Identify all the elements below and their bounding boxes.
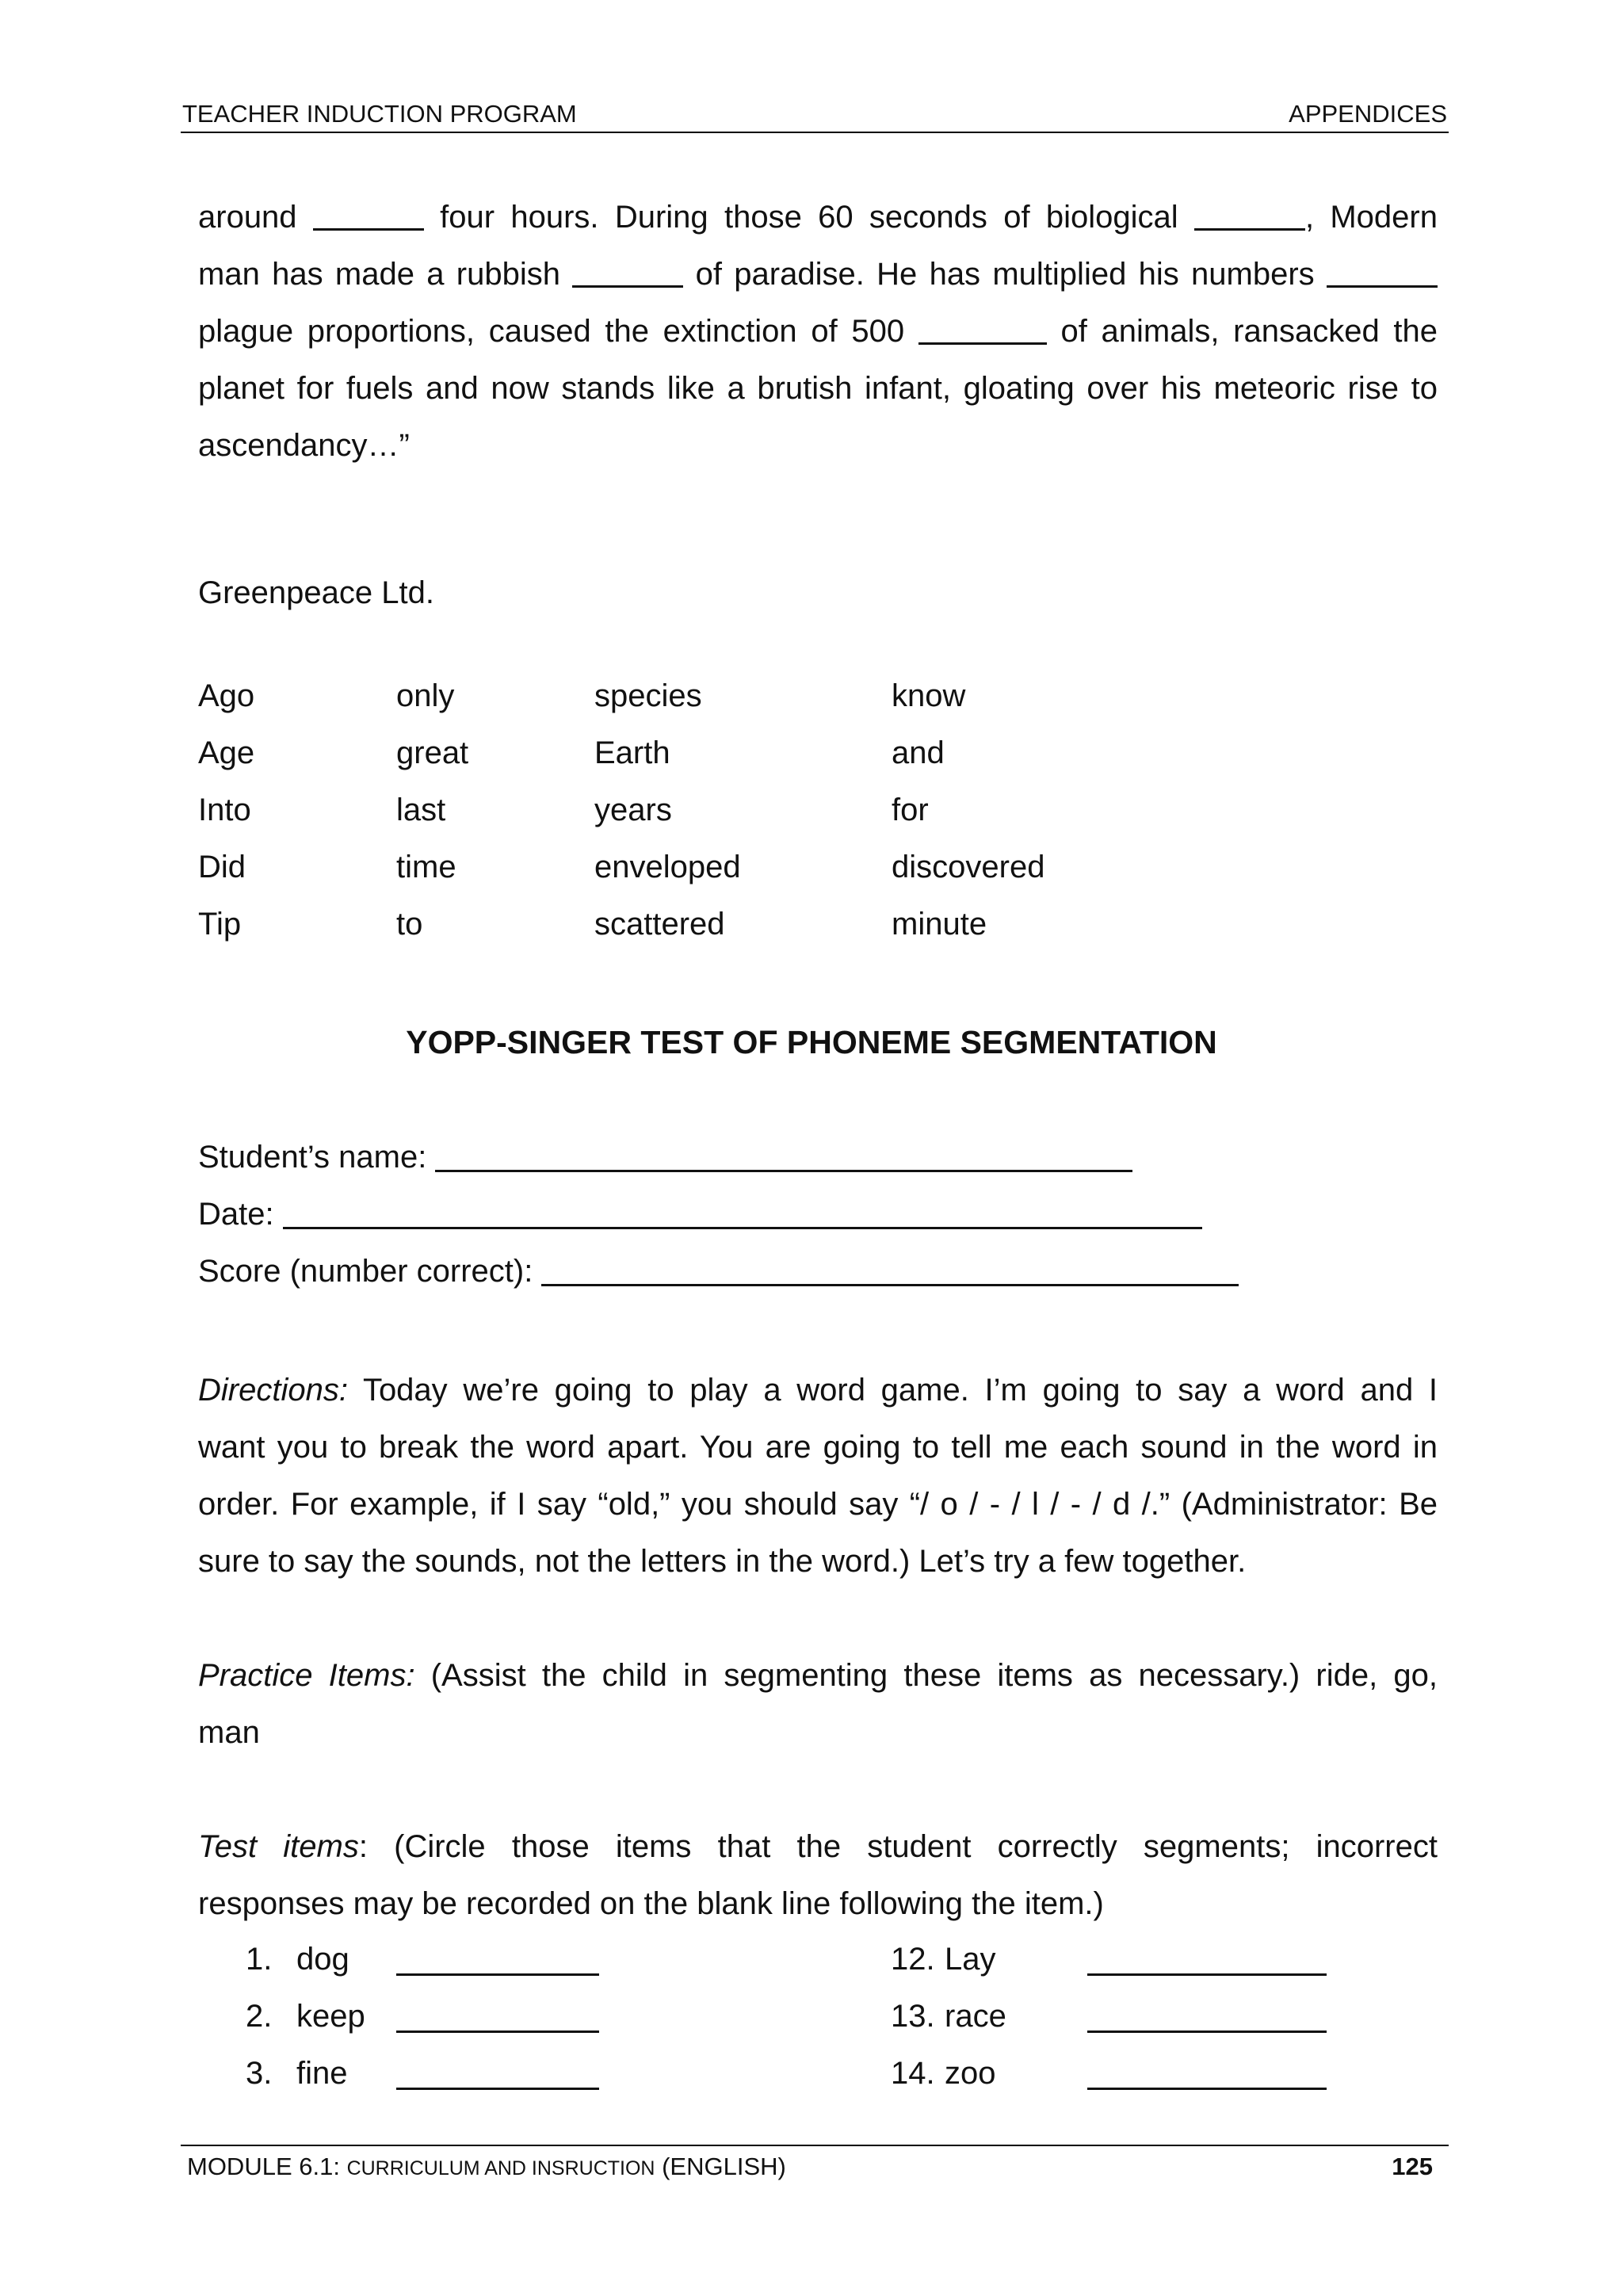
passage-line-4: planet for fuels and now stands like a brutish infant, gloating over his meteoric rise to <box>198 371 1438 406</box>
date-line <box>283 1195 1202 1229</box>
word: to <box>396 907 423 942</box>
passage-line-5: ascendancy…” <box>198 428 410 463</box>
test-intro-line-2: responses may be recorded on the blank line following the item.) <box>198 1886 1104 1921</box>
passage-source: Greenpeace Ltd. <box>198 575 434 610</box>
header-program: TEACHER INDUCTION PROGRAM <box>182 100 577 128</box>
test-intro-line-1: Test items: (Circle those items that the student correctly segments; incorrect <box>198 1829 1438 1864</box>
word: only <box>396 678 455 713</box>
item-word: keep <box>296 1999 365 2034</box>
response-line <box>396 2030 599 2033</box>
word: for <box>892 793 929 827</box>
word: years <box>594 793 672 827</box>
word: Tip <box>198 907 242 942</box>
word: Age <box>198 735 255 770</box>
passage-line-1: around four hours. During those 60 seconds of biological , Modern <box>198 189 1438 246</box>
page-header <box>181 97 1449 133</box>
practice-label: Practice Items: <box>198 1658 415 1693</box>
page-footer <box>181 2145 1449 2186</box>
response-line <box>1087 1973 1327 1976</box>
cloze-blank <box>1327 254 1438 288</box>
passage-line-3: plague proportions, caused the extinction of 500 of animals, ransacked the <box>198 303 1438 360</box>
field-label: Score (number correct): <box>198 1254 533 1289</box>
item-word: race <box>945 1999 1006 2034</box>
test-item <box>891 1999 1006 2034</box>
cloze-blank <box>313 197 424 231</box>
test-item <box>246 1942 349 1977</box>
directions-line-2: want you to break the word apart. You are going to tell me each sound in the word in <box>198 1430 1438 1465</box>
item-word: fine <box>296 2056 348 2091</box>
student-name-field <box>198 1138 1132 1175</box>
section-title: YOPP-SINGER TEST OF PHONEME SEGMENTATION <box>406 1024 1217 1060</box>
response-line <box>396 2088 599 2090</box>
item-number: 14. <box>891 2056 935 2091</box>
directions-label: Directions: <box>198 1373 348 1408</box>
header-section: APPENDICES <box>1289 100 1447 128</box>
directions-line-4: sure to say the sounds, not the letters in the word.) Let’s try a few together. <box>198 1544 1247 1579</box>
student-name-line <box>435 1138 1132 1172</box>
word: minute <box>892 907 987 942</box>
word: time <box>396 850 456 884</box>
item-number: 12. <box>891 1942 935 1977</box>
score-line <box>541 1252 1239 1286</box>
word: enveloped <box>594 850 741 884</box>
field-label: Student’s name: <box>198 1140 427 1175</box>
word: know <box>892 678 966 713</box>
test-item <box>891 2056 996 2092</box>
cloze-blank <box>1194 197 1305 231</box>
practice-line-1: Practice Items: (Assist the child in segmenting these items as necessary.) ride, go, <box>198 1658 1438 1693</box>
cloze-blank <box>572 254 683 288</box>
test-items-intro <box>198 1818 1438 1932</box>
score-field <box>198 1252 1239 1289</box>
item-number: 3. <box>246 2056 273 2091</box>
item-word: Lay <box>945 1942 996 1977</box>
word: Into <box>198 793 251 827</box>
practice-items <box>198 1647 1438 1761</box>
word: species <box>594 678 702 713</box>
test-items-label: Test items <box>198 1829 359 1864</box>
word: great <box>396 735 469 770</box>
directions-line-3: order. For example, if I say “old,” you should say “/ o / - / l / - / d /.” (Administrator: Be <box>198 1487 1438 1522</box>
word: and <box>892 735 945 770</box>
field-label: Date: <box>198 1197 274 1232</box>
item-word: dog <box>296 1942 349 1977</box>
test-item <box>891 1942 996 1977</box>
directions-line-1: Directions: Today we’re going to play a word game. I’m going to say a word and I <box>198 1373 1438 1408</box>
word: discovered <box>892 850 1045 884</box>
directions <box>198 1362 1438 1590</box>
item-number: 13. <box>891 1999 935 2034</box>
word: Did <box>198 850 246 884</box>
cloze-blank <box>918 311 1047 345</box>
word: last <box>396 793 446 827</box>
test-item <box>246 1999 365 2034</box>
footer-module: MODULE 6.1: CURRICULUM AND INSRUCTION (ENGLISH) <box>187 2153 786 2180</box>
word: Ago <box>198 678 255 713</box>
passage <box>198 189 1438 474</box>
page-number: 125 <box>1392 2153 1433 2180</box>
response-line <box>1087 2088 1327 2090</box>
word: Earth <box>594 735 670 770</box>
response-line <box>1087 2030 1327 2033</box>
test-item <box>246 2056 348 2092</box>
passage-line-2: man has made a rubbish of paradise. He has multiplied his numbers <box>198 246 1438 303</box>
practice-line-2: man <box>198 1715 260 1750</box>
date-field <box>198 1195 1202 1232</box>
response-line <box>396 1973 599 1976</box>
item-word: zoo <box>945 2056 996 2091</box>
word: scattered <box>594 907 725 942</box>
item-number: 1. <box>246 1942 273 1977</box>
item-number: 2. <box>246 1999 273 2034</box>
